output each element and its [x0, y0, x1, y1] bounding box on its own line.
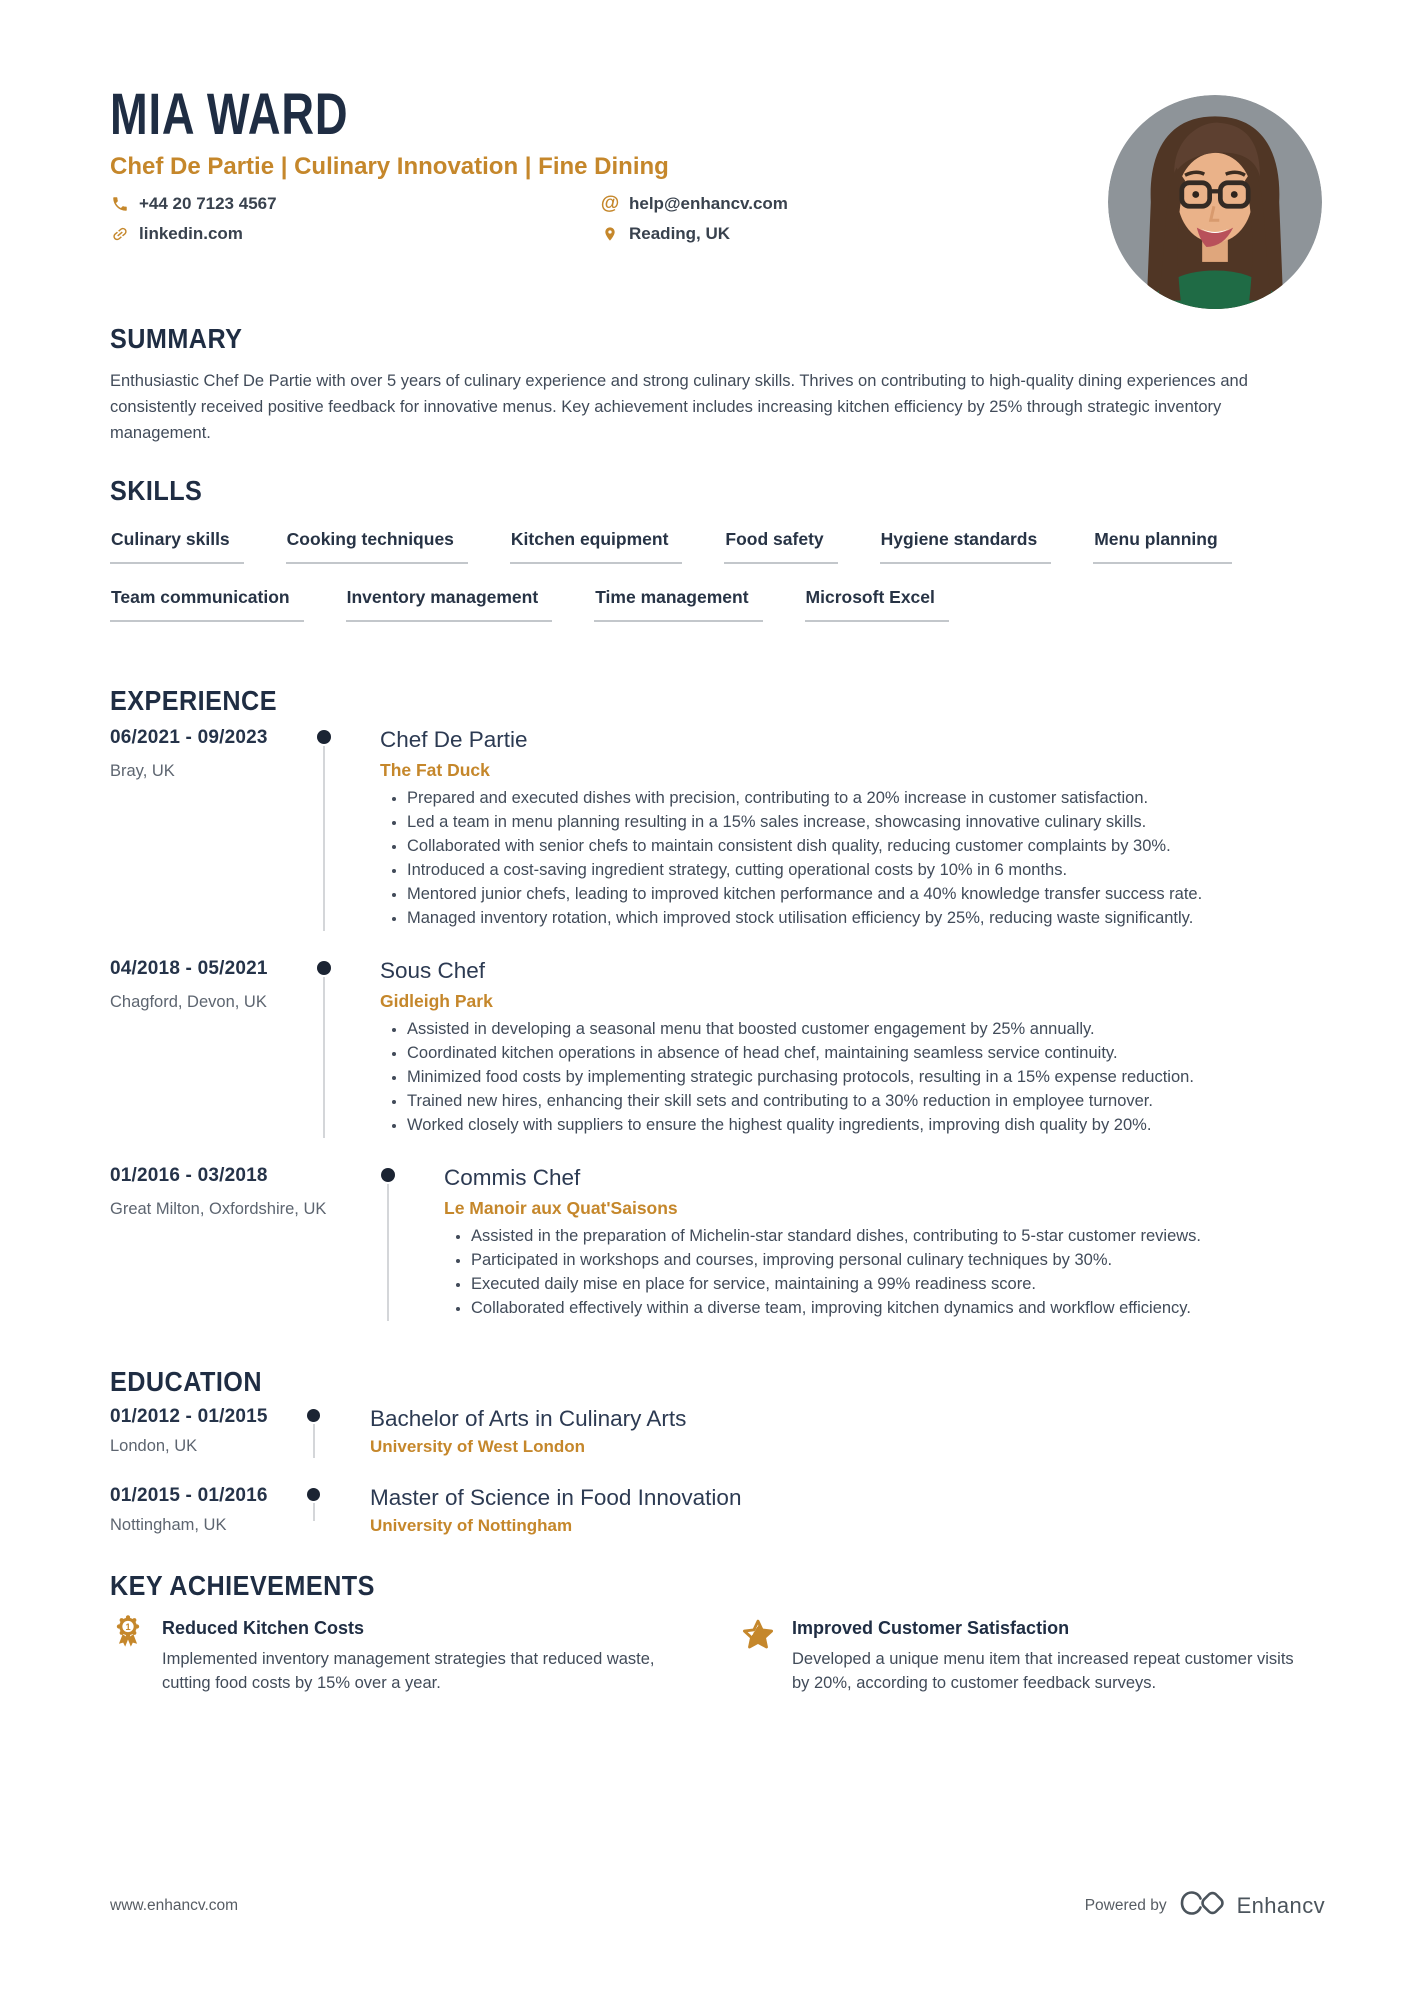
summary-section — [110, 322, 1325, 446]
skill-tag: Food safety — [724, 528, 837, 564]
bullet: • Collaborated with senior chefs to maintain consistent dish quality, reducing customer complaints by 30%. — [407, 835, 1325, 858]
entry-company: Gidleigh Park — [380, 991, 493, 1011]
bullet: • Led a team in menu planning resulting in a 15% sales increase, showcasing innovative culinary skills. — [407, 811, 1325, 834]
entry-dates: 01/2012 - 01/2015 — [110, 1406, 268, 1427]
link-icon — [110, 224, 130, 244]
email-value[interactable]: help@enhancv.com — [629, 194, 788, 213]
bullet: • Assisted in developing a seasonal menu that boosted customer engagement by 25% annually. — [407, 1018, 1325, 1041]
site-link[interactable]: www.enhancv.com — [110, 1896, 239, 1914]
experience-entry — [110, 1164, 1325, 1321]
timeline-line — [313, 1424, 315, 1458]
experience-entry — [110, 957, 1325, 1138]
entry-title: Chef De Partie — [380, 727, 528, 752]
person-name: MIA WARD — [110, 82, 349, 147]
entry-bullets — [380, 787, 1325, 930]
entry-location: Great Milton, Oxfordshire, UK — [110, 1200, 327, 1218]
entry-location: Nottingham, UK — [110, 1516, 227, 1534]
entry-dates: 01/2016 - 03/2018 — [110, 1165, 268, 1186]
contact-phone — [110, 192, 600, 216]
contact-email — [600, 192, 970, 216]
bullet: • Trained new hires, enhancing their skill sets and contributing to a 30% reduction in employee turnover. — [407, 1090, 1325, 1113]
degree-title: Bachelor of Arts in Culinary Arts — [370, 1406, 687, 1431]
bullet: • Collaborated effectively within a diverse team, improving kitchen dynamics and workflow efficiency. — [471, 1297, 1325, 1320]
timeline-dot — [381, 1168, 395, 1182]
bullet: • Assisted in the preparation of Michelin-star standard dishes, contributing to 5-star customer reviews. — [471, 1225, 1325, 1248]
achievement-item — [740, 1615, 1325, 1695]
skill-tags — [110, 528, 1310, 622]
powered-by-label: Powered by — [1084, 1896, 1167, 1914]
education-heading: EDUCATION — [110, 1366, 262, 1397]
bullet: • Worked closely with suppliers to ensure the highest quality ingredients, improving dish quality by 20%. — [407, 1114, 1325, 1137]
school-name: University of Nottingham — [370, 1516, 573, 1535]
entry-title: Sous Chef — [380, 958, 486, 983]
entry-bullets — [380, 1018, 1325, 1137]
at-icon: @ — [600, 193, 620, 214]
experience-entry — [110, 726, 1325, 931]
achievement-title: Improved Customer Satisfaction — [792, 1618, 1070, 1638]
entry-dates: 04/2018 - 05/2021 — [110, 958, 268, 979]
timeline-dot — [317, 961, 331, 975]
medal-icon — [110, 1615, 146, 1655]
phone-value: +44 20 7123 4567 — [139, 194, 277, 213]
location-value: Reading, UK — [629, 224, 731, 243]
skill-tag: Team communication — [110, 586, 304, 622]
bullet: • Mentored junior chefs, leading to improved kitchen performance and a 40% knowledge transfer success rate. — [407, 883, 1325, 906]
skill-tag: Microsoft Excel — [805, 586, 949, 622]
timeline — [374, 1164, 444, 1321]
achievements-heading: KEY ACHIEVEMENTS — [110, 1570, 375, 1601]
phone-icon — [110, 194, 130, 214]
entry-location: London, UK — [110, 1437, 198, 1455]
degree-title: Master of Science in Food Innovation — [370, 1485, 742, 1510]
powered-by-group — [1085, 1888, 1325, 1923]
skill-tag: Menu planning — [1093, 528, 1231, 564]
timeline — [310, 957, 380, 1138]
profile-photo — [1108, 95, 1322, 309]
entry-location: Bray, UK — [110, 762, 175, 780]
achievement-item — [110, 1615, 740, 1695]
timeline-line — [323, 977, 325, 1138]
education-entry — [110, 1484, 1325, 1537]
bullet: • Coordinated kitchen operations in absence of head chef, maintaining seamless service continuity. — [407, 1042, 1325, 1065]
summary-text: Enthusiastic Chef De Partie with over 5 years of culinary experience and strong culinary skills. Thrives on contributing to high-quality dining experiences and consistently received positive feedback for innovative menus. Key achievement includes increasing kitchen efficiency by 25% through strategic inventory management. — [110, 372, 1248, 442]
skill-tag: Time management — [594, 586, 762, 622]
entry-location: Chagford, Devon, UK — [110, 993, 267, 1011]
timeline — [300, 1405, 370, 1458]
skill-tag: Inventory management — [346, 586, 553, 622]
entry-title: Commis Chef — [444, 1165, 581, 1190]
bullet: • Participated in workshops and courses, improving personal culinary techniques by 30%. — [471, 1249, 1325, 1272]
school-name: University of West London — [370, 1437, 586, 1456]
enhancv-logo-icon — [1179, 1888, 1225, 1923]
bullet: • Managed inventory rotation, which improved stock utilisation efficiency by 25%, reducing waste significantly. — [407, 907, 1325, 930]
skill-tag: Kitchen equipment — [510, 528, 683, 564]
linkedin-value[interactable]: linkedin.com — [139, 224, 243, 243]
timeline — [300, 1484, 370, 1537]
achievement-text: Developed a unique menu item that increased repeat customer visits by 20%, according to customer feedback surveys. — [792, 1650, 1294, 1692]
skill-tag: Culinary skills — [110, 528, 244, 564]
achievement-title: Reduced Kitchen Costs — [162, 1618, 365, 1638]
contact-linkedin — [110, 222, 600, 246]
timeline-dot — [317, 730, 331, 744]
timeline-dot — [307, 1409, 320, 1422]
education-section — [110, 1365, 1325, 1537]
timeline-line — [313, 1503, 315, 1521]
entry-company: Le Manoir aux Quat'Saisons — [444, 1198, 678, 1218]
entry-bullets — [444, 1225, 1325, 1320]
timeline — [310, 726, 380, 931]
skills-section — [110, 474, 1325, 622]
skill-tag: Cooking techniques — [286, 528, 468, 564]
headline: Chef De Partie | Culinary Innovation | Fine Dining — [110, 153, 669, 180]
header — [110, 82, 1325, 246]
entry-company: The Fat Duck — [380, 760, 490, 780]
bullet: • Prepared and executed dishes with precision, contributing to a 20% increase in customer satisfaction. — [407, 787, 1325, 810]
footer — [110, 1888, 1325, 1923]
timeline-dot — [307, 1488, 320, 1501]
skills-heading: SKILLS — [110, 475, 203, 506]
education-entry — [110, 1405, 1325, 1458]
entry-dates: 06/2021 - 09/2023 — [110, 727, 268, 748]
achievement-text: Implemented inventory management strategies that reduced waste, cutting food costs by 15% over a year. — [162, 1650, 655, 1692]
skill-tag: Hygiene standards — [880, 528, 1052, 564]
entry-dates: 01/2015 - 01/2016 — [110, 1485, 268, 1506]
bullet: • Introduced a cost-saving ingredient strategy, cutting operational costs by 10% in 6 months. — [407, 859, 1325, 882]
bullet: • Executed daily mise en place for service, maintaining a 99% readiness score. — [471, 1273, 1325, 1296]
svg-text:1: 1 — [125, 1621, 131, 1632]
experience-heading: EXPERIENCE — [110, 685, 277, 716]
timeline-line — [323, 746, 325, 931]
achievements-section — [110, 1569, 1325, 1695]
experience-section — [110, 684, 1325, 1321]
star-icon — [740, 1615, 776, 1655]
brand-name: Enhancv — [1236, 1892, 1325, 1918]
timeline-line — [387, 1184, 389, 1321]
summary-heading: SUMMARY — [110, 323, 243, 354]
location-pin-icon — [600, 224, 620, 244]
contact-location — [600, 222, 970, 246]
bullet: • Minimized food costs by implementing strategic purchasing protocols, resulting in a 15% expense reduction. — [407, 1066, 1325, 1089]
contact-block — [110, 192, 970, 246]
